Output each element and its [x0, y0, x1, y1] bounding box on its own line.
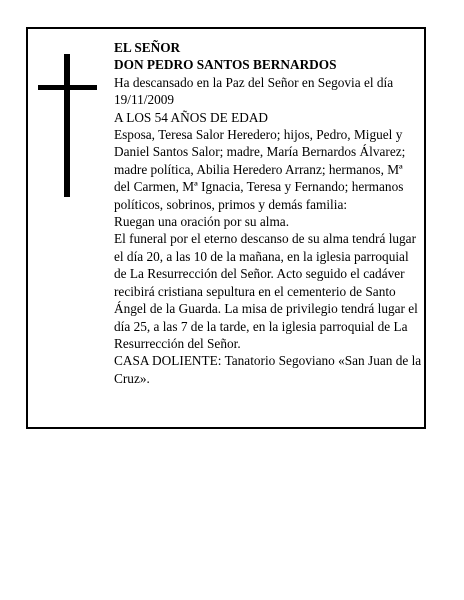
death-announcement-line-1: Ha descansado en la Paz del Señor en Segovia el día [114, 74, 394, 90]
deceased-name: DON PEDRO SANTOS BERNARDOS [114, 57, 337, 73]
family-list: Esposa, Teresa Salor Heredero; hijos, Pedro, Miguel y Daniel Santos Salor; madre, María Bernardos Álvarez; madre política, Abilia Heredero Arranz; hermanos, Mª del Carmen, Mª Ignacia, Teresa y Fernando; hermanos políticos, sobrinos, primos y demás familia: [114, 127, 406, 212]
prayer-request: Ruegan una oración por su alma. [114, 214, 290, 230]
funeral-details: El funeral por el eterno descanso de su alma tendrá lugar el día 20, a las 10 de la mañana, en la iglesia parroquial de La Resurrección del Señor. Acto seguido el cadáver recibirá cristiana sepultura en el cementerio de Santo Ángel de la Guarda. La misa de privilegio tendrá lugar el día 25, a las 7 de la tarde, en la iglesia parroquial de La Resurrección del Señor. [114, 231, 418, 351]
notice-title: EL SEÑOR [114, 40, 181, 55]
obituary-text [114, 39, 422, 387]
cross-vertical-bar [64, 54, 70, 197]
death-date: 19/11/2009 [114, 92, 175, 108]
cross-horizontal-bar [38, 85, 97, 90]
age-at-death: A LOS 54 AÑOS DE EDAD [114, 109, 269, 125]
mourning-house: CASA DOLIENTE: Tanatorio Segoviano «San Juan de la Cruz». [114, 353, 422, 386]
